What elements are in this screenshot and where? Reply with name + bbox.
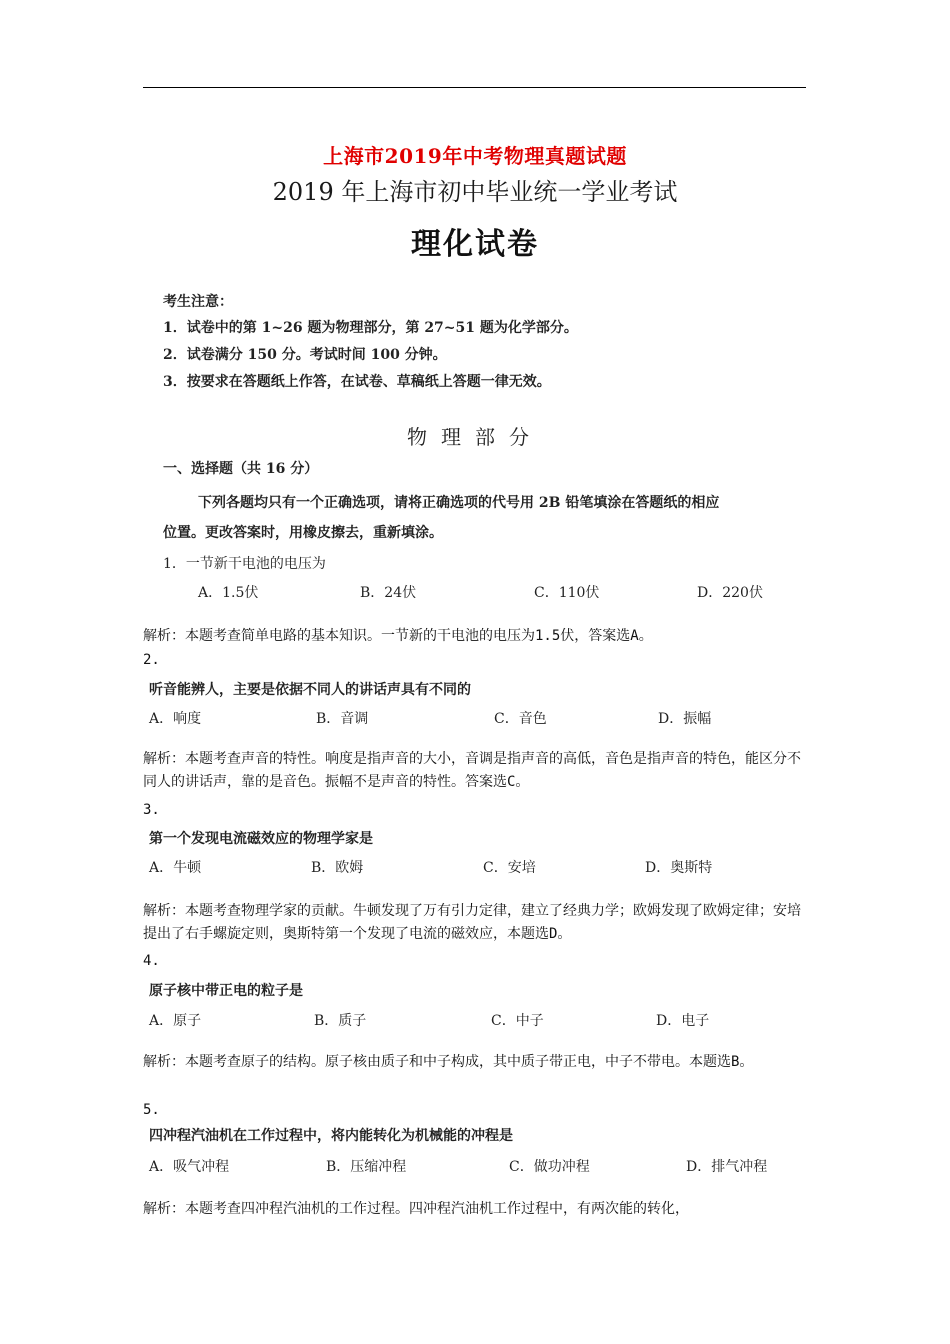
instruction-line: 位置。更改答案时，用橡皮擦去，重新填涂。	[163, 525, 443, 541]
exam-title: 2019 年上海市初中毕业统一学业考试	[272, 178, 678, 206]
option-b: B．压缩冲程	[326, 1159, 407, 1175]
option-a: A．牛顿	[149, 860, 202, 876]
option-a: A．1.5伏	[198, 585, 259, 601]
question-number: 2.	[143, 652, 160, 668]
option-d: D．220伏	[697, 585, 763, 601]
option-d: D．电子	[656, 1013, 710, 1029]
option-a: A．吸气冲程	[149, 1159, 230, 1175]
document-title: 上海市2019年中考物理真题试题	[323, 144, 627, 168]
option-c: C．110伏	[534, 585, 600, 601]
question-number: 4.	[143, 953, 160, 969]
question-stem: 第一个发现电流磁效应的物理学家是	[149, 831, 373, 847]
notes-heading: 考生注意：	[163, 294, 233, 310]
option-c: C．中子	[491, 1013, 544, 1029]
analysis-text: 解析：本题考查简单电路的基本知识。一节新的干电池的电压为1.5伏，答案选A。	[143, 628, 653, 644]
question-stem: 听音能辨人，主要是依据不同人的讲话声具有不同的	[149, 682, 471, 698]
question-number: 3.	[143, 802, 160, 818]
option-a: A．响度	[149, 711, 202, 727]
option-d: D．排气冲程	[686, 1159, 768, 1175]
analysis-text: 解析：本题考查物理学家的贡献。牛顿发现了万有引力定律，建立了经典力学；欧姆发现了欧姆定律；安培提出了右手螺旋定则，奥斯特第一个发现了电流的磁效应，本题选D。	[143, 903, 801, 942]
option-c: C．音色	[494, 711, 547, 727]
header-rule	[143, 87, 806, 88]
question-stem: 1．一节新干电池的电压为	[163, 556, 326, 572]
part-title: 一、选择题（共 16 分）	[163, 461, 319, 477]
note-item: 3．按要求在答题纸上作答，在试卷、草稿纸上答题一律无效。	[163, 374, 551, 390]
option-d: D．奥斯特	[645, 860, 713, 876]
section-heading: 物理部分	[407, 425, 543, 449]
option-a: A．原子	[149, 1013, 202, 1029]
analysis-text: 解析：本题考查声音的特性。响度是指声音的大小，音调是指声音的高低，音色是指声音的特色，能区分不同人的讲话声，靠的是音色。振幅不是声音的特性。答案选C。	[143, 751, 801, 790]
note-item: 1．试卷中的第 1~26 题为物理部分，第 27~51 题为化学部分。	[163, 320, 578, 336]
instruction-line: 下列各题均只有一个正确选项，请将正确选项的代号用 2B 铅笔填涂在答题纸的相应	[198, 495, 720, 511]
option-b: B．质子	[314, 1013, 367, 1029]
question-number: 5.	[143, 1102, 160, 1118]
note-item: 2．试卷满分 150 分。考试时间 100 分钟。	[163, 347, 447, 363]
analysis-text: 解析：本题考查原子的结构。原子核由质子和中子构成，其中质子带正电，中子不带电。本题选B。	[143, 1054, 754, 1070]
question-stem: 四冲程汽油机在工作过程中，将内能转化为机械能的冲程是	[149, 1128, 513, 1144]
paper-title: 理化试卷	[411, 227, 539, 262]
option-b: B．音调	[316, 711, 369, 727]
analysis-text: 解析：本题考查四冲程汽油机的工作过程。四冲程汽油机工作过程中，有两次能的转化，	[143, 1201, 689, 1217]
option-b: B．欧姆	[311, 860, 364, 876]
option-c: C．安培	[483, 860, 536, 876]
option-d: D．振幅	[658, 711, 712, 727]
option-c: C．做功冲程	[509, 1159, 590, 1175]
option-b: B．24伏	[360, 585, 417, 601]
question-stem: 原子核中带正电的粒子是	[149, 983, 303, 999]
